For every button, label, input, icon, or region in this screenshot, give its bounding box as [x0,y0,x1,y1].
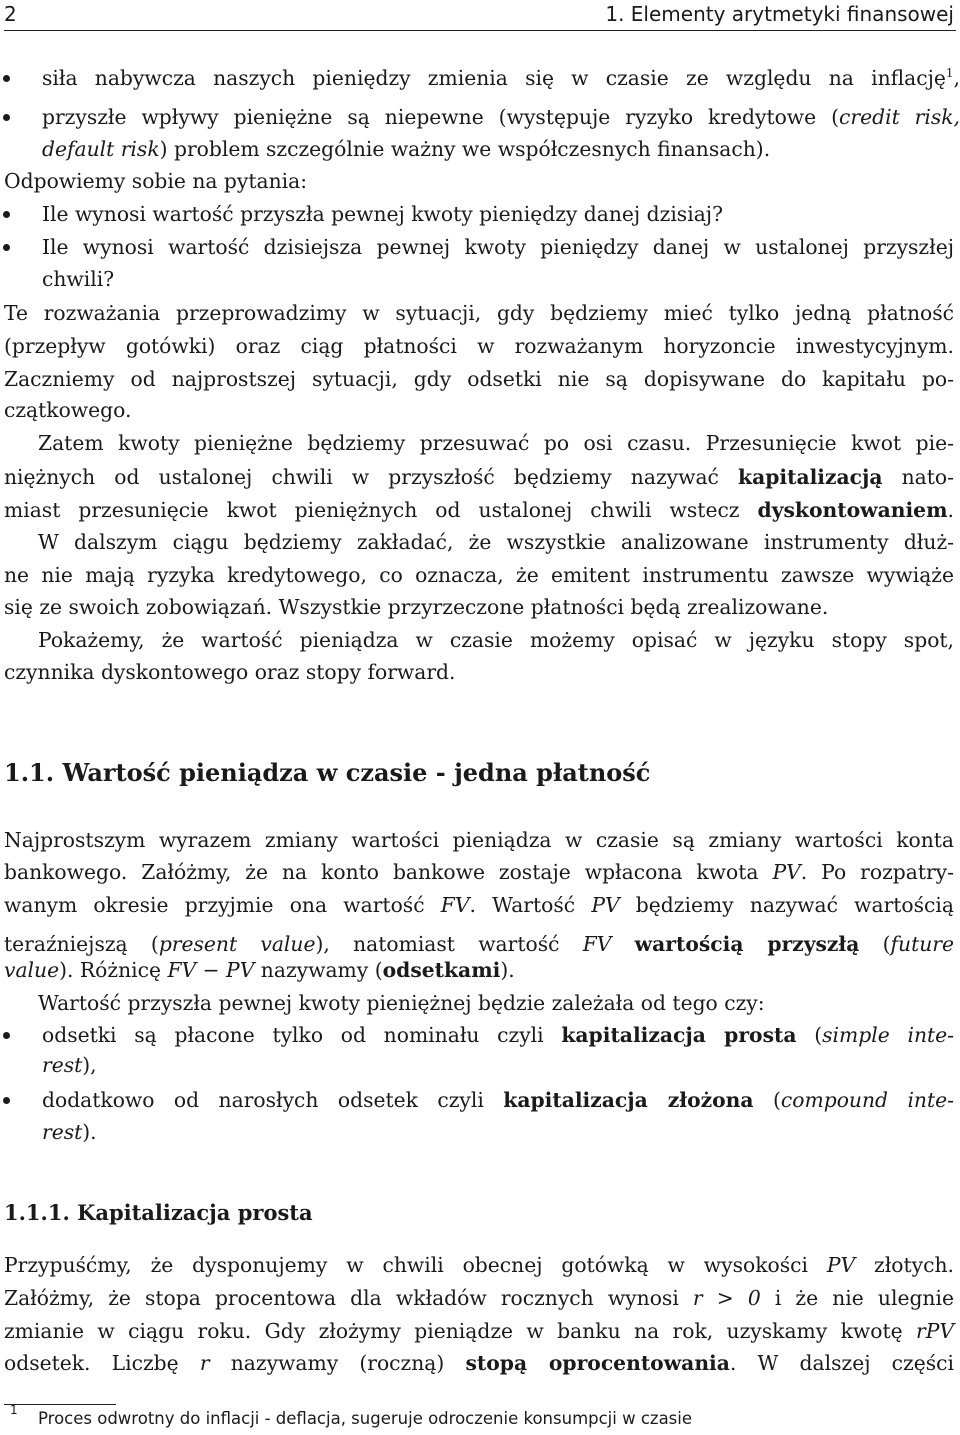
text-span: . W dalszej części [729,1351,954,1375]
text-line [0,527,960,557]
text-line [0,560,960,590]
text-span: compound inte- [780,1088,955,1112]
text-span: FV [582,932,612,956]
text-span: chwili? [42,267,115,291]
bullet-item-compound [0,1085,960,1115]
text-line [0,1348,960,1378]
subsection-heading: 1.1.1. Kapitalizacja prosta [4,1200,313,1225]
text-span: Najprostszym wyrazem zmiany wartości pieniądza w czasie są zmiany wartości konta [4,828,954,852]
text-span: simple inte- [822,1023,955,1047]
running-title: 1. Elementy arytmetyki finansowej [605,2,954,26]
text-span: Ile wynosi wartość przyszła pewnej kwoty pieniędzy danej dzisiaj? [42,202,723,226]
text-line [0,988,960,1018]
text-line [0,395,960,425]
text-span: dodatkowo od narosłych odsetek czyli [42,1088,504,1112]
text-span: future [890,932,955,956]
section-heading: 1.1. Wartość pieniądza w czasie - jedna płatność [4,758,651,787]
text-line [0,331,960,361]
bullet-icon [3,114,10,121]
text-span: rest [42,1053,83,1077]
text-line [0,298,960,328]
text-line [0,1250,960,1280]
text-line [0,625,960,655]
text-line [0,364,960,394]
text-span: czątkowego. [4,398,132,422]
text-span: Przypuśćmy, że dysponujemy w chwili obecnej gotówką w wysokości [4,1253,827,1277]
page-number: 2 [4,2,17,26]
text-span: ), natomiast wartość [315,932,583,956]
text-line [0,462,960,492]
text-span: . Wartość [469,893,592,917]
text-span: nato- [882,465,954,489]
text-line [0,825,960,855]
bullet-item-question-1 [0,199,960,229]
text-line [0,657,960,687]
text-line [0,428,960,458]
text-line [0,1283,960,1313]
text-line [0,264,960,294]
text-span: odsetki są płacone tylko od nominału czyli [42,1023,562,1047]
text-span: FV [440,893,470,917]
header-rule [4,30,956,31]
text-span: przyszłe wpływy pieniężne są niepewne (występuje ryzyko kredytowe ( [42,105,840,129]
text-span: i że nie ulegnie [760,1286,954,1310]
text-line [0,857,960,887]
bullet-item-inflation [0,63,960,93]
text-span: Pokażemy, że wartość pieniądza w czasie możemy opisać w języku stopy spot, [38,628,954,652]
bullet-item-simple [0,1020,960,1050]
text-span: Te rozważania przeprowadzimy w sytuacji, gdy będziemy mieć tylko jedną płatność [4,301,954,325]
text-line [0,495,960,525]
text-span: Załóżmy, że stopa procentowa dla wkładów rocznych wynosi [4,1286,693,1310]
text-span: present value [158,932,316,956]
text-span: odsetek. Liczbę [4,1351,200,1375]
text-span: default risk [42,137,160,161]
text-line [0,134,960,164]
footnote-mark: 1 [10,1403,18,1417]
term-dyskontowanie: dyskontowaniem [757,498,948,522]
term-kapitalizacja-prosta: kapitalizacja prosta [561,1023,797,1047]
text-span: miast przesunięcie kwot pieniężnych od ustalonej chwili wstecz [4,498,758,522]
text-span: PV [591,893,620,917]
text-span: rest [42,1120,83,1144]
text-line [0,592,960,622]
term-kapitalizacja-zlozona: kapitalizacja złożona [503,1088,754,1112]
footnote-rule [4,1404,116,1405]
text-span: Zaczniemy od najprostszej sytuacji, gdy odsetki nie są dopisywane do kapitału po- [4,367,954,391]
text-span: ne nie mają ryzyka kredytowego, co oznacza, że emitent instrumentu zawsze wywiąże [4,563,954,587]
page-header [4,2,956,28]
text-span: . [947,498,954,522]
text-span: ), [82,1053,97,1077]
text-span: Zatem kwoty pieniężne będziemy przesuwać po osi czasu. Przesunięcie kwot pie- [38,431,954,455]
text-line [0,1050,960,1080]
text-span: ). Różnicę [59,958,168,982]
term-kapitalizacja: kapitalizacją [738,465,883,489]
text-span: złotych. [855,1253,954,1277]
text-line [0,1316,960,1346]
bullet-icon [3,211,10,218]
text-span: ( [796,1023,823,1047]
text-line [0,890,960,920]
footnote-ref: 1 [945,66,954,81]
text-span: . Po rozpatry- [800,860,954,884]
text-line [0,166,960,196]
text-span: value [4,958,60,982]
text-span [611,932,634,956]
text-span: Wartość przyszła pewnej kwoty pieniężnej będzie zależała od tego czy: [38,991,765,1015]
bullet-icon [3,1032,10,1039]
text-span: r > 0 [692,1286,761,1310]
text-span: Ile wynosi wartość dzisiejsza pewnej kwoty pieniędzy danej w ustalonej przyszłej [42,235,954,259]
text-span: teraźniejszą ( [4,932,159,956]
text-span: ) problem szczególnie ważny we współczesnych finansach). [159,137,771,161]
text-line [0,955,960,985]
text-span: (przepływ gotówki) oraz ciąg płatności w rozważanym horyzoncie inwestycyjnym. [4,334,954,358]
bullet-item-question-2 [0,232,960,262]
text-span: wanym okresie przyjmie ona wartość [4,893,441,917]
text-span: siła nabywcza naszych pieniędzy zmienia się w czasie ze względu na inflację [42,66,946,90]
term-wartosc-przyszla: wartością przyszłą [634,932,860,956]
bullet-icon [3,1097,10,1104]
text-span: , [953,66,960,90]
text-span: nazywamy ( [254,958,383,982]
text-span: niężnych od ustalonej chwili w przyszłość będziemy nazywać [4,465,739,489]
text-span: zmianie w ciągu roku. Gdy złożymy pieniądze w banku na rok, uzyskamy kwotę [4,1319,916,1343]
text-line [0,1117,960,1147]
text-span: W dalszym ciągu będziemy zakładać, że wszystkie analizowane instrumenty dłuż- [38,530,954,554]
term-odsetki: odsetkami [382,958,501,982]
text-span: r [199,1351,210,1375]
text-span: ( [859,932,891,956]
text-span: będziemy nazywać wartością [619,893,954,917]
text-span: FV − PV [167,958,255,982]
bullet-icon [3,75,10,82]
bullet-icon [3,244,10,251]
text-span: Odpowiemy sobie na pytania: [4,169,308,193]
text-span: ( [753,1088,781,1112]
text-span: PV [772,860,801,884]
text-span: PV [826,1253,856,1277]
footnote [10,1403,693,1428]
text-span: rPV [916,1319,954,1343]
text-span: credit risk, [839,105,960,129]
text-span: się ze swoich zobowiązań. Wszystkie przyrzeczone płatności będą zrealizowane. [4,595,829,619]
text-span: bankowego. Załóżmy, że na konto bankowe zostaje wpłacona kwota [4,860,773,884]
bullet-item-risk [0,102,960,132]
text-span: nazywamy (roczną) [209,1351,466,1375]
text-span: czynnika dyskontowego oraz stopy forward. [4,660,456,684]
text-span: ). [82,1120,97,1144]
footnote-text: Proces odwrotny do inflacji - deflacja, sugeruje odroczenie konsumpcji w czasie [38,1409,693,1428]
text-span: ). [500,958,515,982]
term-stopa-oprocentowania: stopą oprocentowania [465,1351,730,1375]
